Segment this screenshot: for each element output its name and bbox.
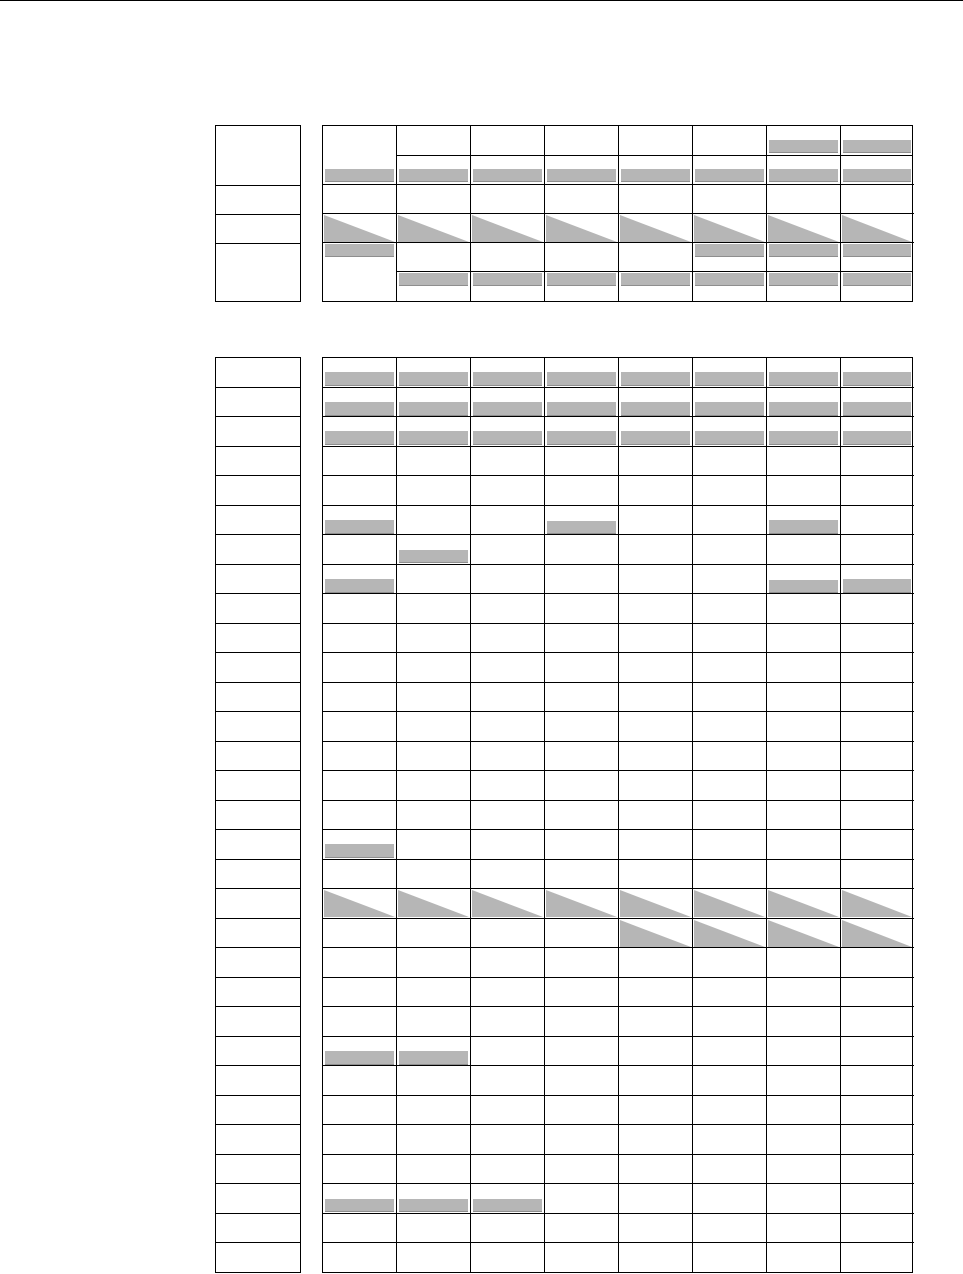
row-divider [396, 155, 913, 156]
row-divider [323, 1006, 914, 1007]
row-divider [323, 505, 914, 506]
label-row-divider [216, 475, 300, 476]
row-divider [323, 593, 914, 594]
shaded-triangle [620, 890, 691, 917]
column-divider [766, 358, 767, 1272]
bottom-table [215, 357, 913, 1273]
row-shade-bar [843, 244, 911, 257]
row-divider [323, 1095, 914, 1096]
row-divider [323, 387, 914, 388]
label-row-divider [216, 947, 300, 948]
column-divider [840, 358, 841, 1272]
row-divider [396, 271, 913, 272]
row-shade-bar [769, 580, 838, 593]
row-divider [323, 534, 914, 535]
column-divider [692, 358, 693, 1272]
shaded-triangle [546, 215, 617, 242]
row-shade-bar [325, 244, 394, 257]
bottom-data-grid [322, 357, 913, 1273]
row-divider [323, 1036, 914, 1037]
shaded-triangle [842, 920, 912, 947]
header-shade-bar [621, 169, 690, 182]
row-divider [323, 446, 914, 447]
row-divider [323, 1065, 914, 1066]
row-shade-bar [325, 520, 394, 534]
label-row-divider [216, 1095, 300, 1096]
top-data-grid [322, 125, 913, 302]
row-shade-bar [473, 372, 542, 386]
label-row-divider [216, 416, 300, 417]
shaded-triangle [842, 215, 912, 242]
shaded-triangle [324, 215, 395, 242]
header-shade-bar [769, 169, 838, 182]
row-shade-bar [325, 844, 394, 858]
row-shade-bar [399, 372, 468, 386]
row-shade-bar [399, 1051, 468, 1065]
top-row-label-column [215, 125, 301, 302]
shaded-triangle [620, 215, 691, 242]
label-row-divider [216, 888, 300, 889]
row-shade-bar [843, 579, 911, 593]
row-divider [323, 1183, 914, 1184]
shaded-triangle [398, 215, 469, 242]
row-shade-bar [769, 273, 838, 286]
row-shade-bar [843, 273, 911, 286]
label-row-divider [216, 770, 300, 771]
label-row-divider [216, 1242, 300, 1243]
row-divider [323, 1242, 914, 1243]
row-divider [323, 947, 914, 948]
shaded-triangle [768, 920, 839, 947]
label-row-divider [216, 1124, 300, 1125]
row-shade-bar [769, 520, 838, 534]
label-row-divider [216, 652, 300, 653]
row-shade-bar [325, 1199, 394, 1212]
shaded-triangle [398, 890, 469, 917]
shaded-triangle [694, 920, 765, 947]
label-row-divider [216, 1006, 300, 1007]
row-divider [323, 770, 914, 771]
row-divider [323, 682, 914, 683]
row-divider [323, 242, 914, 243]
bottom-row-label-column [215, 357, 301, 1273]
shaded-triangle [324, 890, 395, 917]
row-divider [323, 800, 914, 801]
row-divider [323, 213, 914, 214]
row-shade-bar [695, 273, 764, 286]
label-row-divider [216, 1183, 300, 1184]
row-divider [323, 711, 914, 712]
label-row-divider [216, 387, 300, 388]
label-row-divider [216, 623, 300, 624]
header-shade-bar [547, 169, 616, 182]
row-shade-bar [547, 273, 616, 286]
shaded-triangle [768, 215, 839, 242]
row-shade-bar [769, 402, 838, 416]
row-shade-bar [547, 402, 616, 416]
label-row-divider [216, 446, 300, 447]
label-row-divider [216, 682, 300, 683]
row-divider [323, 623, 914, 624]
label-row-divider [216, 829, 300, 830]
label-row-divider [216, 918, 300, 919]
row-divider [323, 977, 914, 978]
label-row-divider [216, 800, 300, 801]
shaded-triangle [768, 890, 839, 917]
row-shade-bar [399, 431, 468, 445]
shaded-triangle [694, 890, 765, 917]
label-row-divider [216, 1213, 300, 1214]
shaded-triangle [694, 215, 765, 242]
row-divider [323, 652, 914, 653]
row-shade-bar [325, 372, 394, 386]
shaded-triangle [620, 920, 691, 947]
column-divider [396, 358, 397, 1272]
row-divider [323, 1124, 914, 1125]
label-row-divider [216, 859, 300, 860]
header-shade-bar [843, 169, 911, 182]
row-divider [323, 859, 914, 860]
row-divider [323, 416, 914, 417]
row-divider [323, 829, 914, 830]
shaded-triangle [472, 215, 543, 242]
header-shade-bar [325, 169, 394, 182]
row-shade-bar [399, 402, 468, 416]
shaded-triangle [472, 890, 543, 917]
label-row-divider [216, 1154, 300, 1155]
row-shade-bar [843, 372, 911, 386]
header-shade-bar [843, 140, 911, 153]
label-row-divider [216, 534, 300, 535]
row-shade-bar [621, 273, 690, 286]
row-shade-bar [473, 431, 542, 445]
row-shade-bar [769, 372, 838, 386]
label-row-divider [216, 711, 300, 712]
row-shade-bar [769, 431, 838, 445]
row-shade-bar [695, 402, 764, 416]
row-divider [323, 918, 914, 919]
header-shade-bar [769, 140, 838, 153]
label-row-divider [216, 1065, 300, 1066]
column-divider [618, 358, 619, 1272]
page-top-rule [0, 0, 963, 1]
row-divider [323, 741, 914, 742]
row-divider [323, 1154, 914, 1155]
header-shade-bar [695, 169, 764, 182]
row-shade-bar [547, 521, 616, 534]
row-shade-bar [399, 1199, 468, 1212]
header-shade-bar [473, 169, 542, 182]
label-row-divider [216, 593, 300, 594]
shaded-triangle [842, 890, 912, 917]
row-shade-bar [547, 372, 616, 386]
row-shade-bar [547, 431, 616, 445]
row-shade-bar [621, 402, 690, 416]
label-row-divider [216, 505, 300, 506]
row-shade-bar [473, 273, 542, 286]
row-shade-bar [399, 550, 468, 563]
row-shade-bar [473, 402, 542, 416]
row-shade-bar [399, 273, 468, 286]
row-divider [323, 888, 914, 889]
row-divider [323, 475, 914, 476]
row-shade-bar [325, 579, 394, 593]
row-shade-bar [325, 1051, 394, 1065]
label-row-divider [216, 1036, 300, 1037]
column-divider [470, 358, 471, 1272]
label-row-divider [216, 977, 300, 978]
row-shade-bar [473, 1199, 542, 1212]
row-divider [323, 184, 914, 185]
row-divider [323, 564, 914, 565]
row-shade-bar [695, 372, 764, 386]
row-shade-bar [695, 244, 764, 257]
column-divider [544, 358, 545, 1272]
row-shade-bar [325, 431, 394, 445]
header-shade-bar [399, 169, 468, 182]
shaded-triangle [546, 890, 617, 917]
row-shade-bar [621, 372, 690, 386]
row-shade-bar [769, 244, 838, 257]
row-shade-bar [843, 431, 911, 445]
row-divider [323, 1213, 914, 1214]
row-shade-bar [325, 402, 394, 416]
label-row-divider [216, 741, 300, 742]
label-row-divider [216, 564, 300, 565]
top-table [215, 125, 913, 302]
row-shade-bar [843, 402, 911, 416]
row-shade-bar [621, 431, 690, 445]
row-shade-bar [695, 431, 764, 445]
